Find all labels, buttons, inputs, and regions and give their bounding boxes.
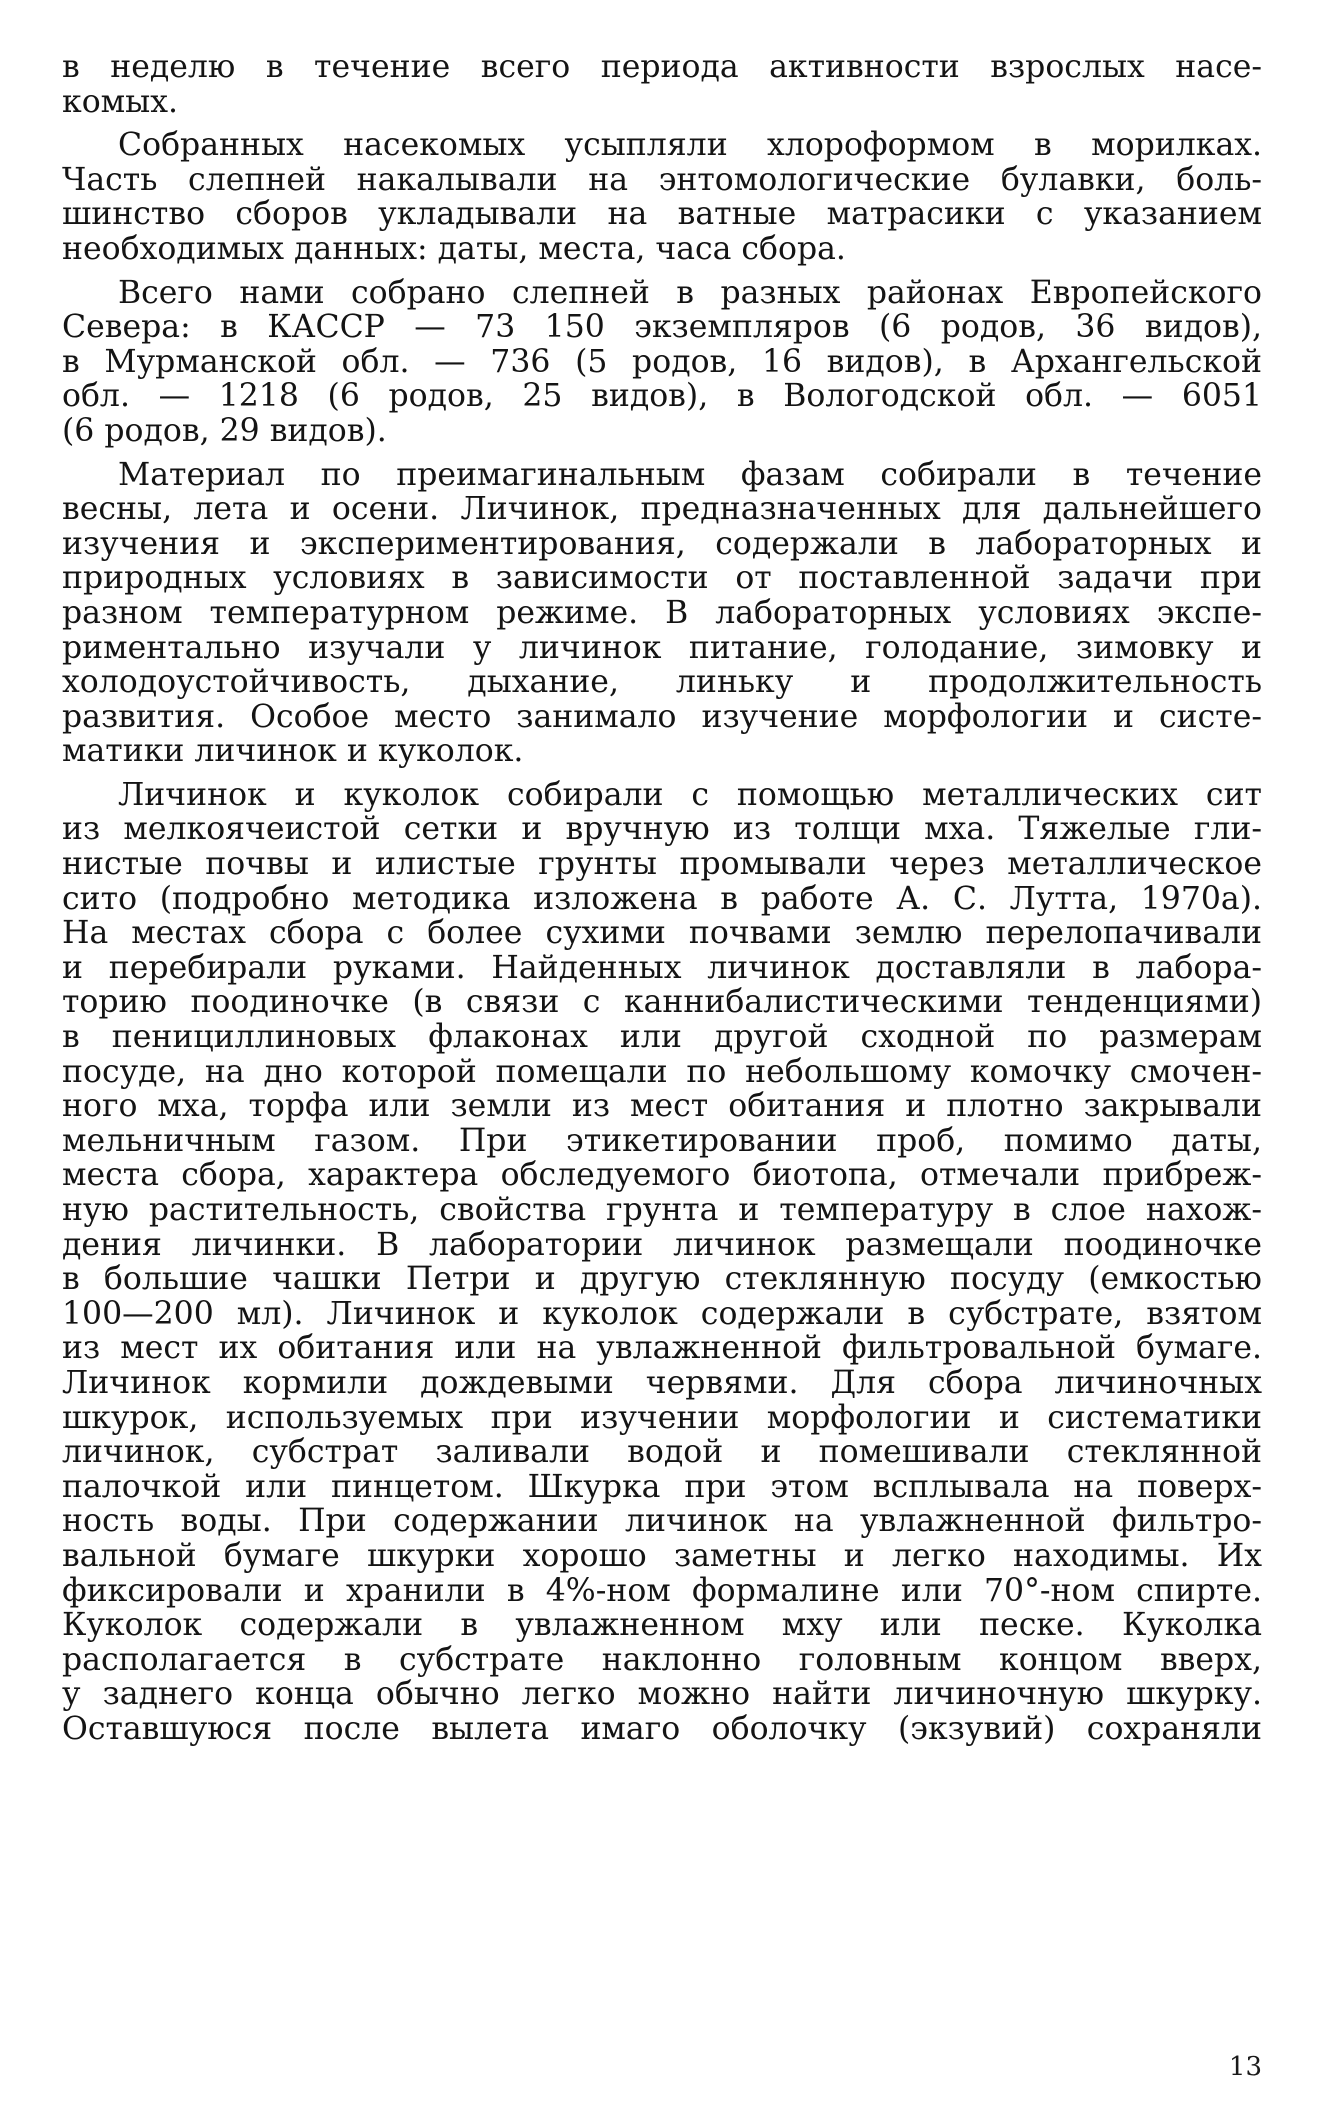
text-line: развития. Особое место занимало изучение морфологии и систе-	[62, 699, 1262, 735]
paragraph-1	[62, 50, 1262, 119]
text-line: природных условиях в зависимости от поставленной задачи при	[62, 561, 1262, 596]
paragraph-5	[62, 778, 1262, 1747]
text-line: сито (подробно методика изложена в работе А. С. Лутта, 1970а).	[62, 881, 1262, 917]
text-line: в пенициллиновых флаконах или другой сходной по размерам	[62, 1020, 1262, 1055]
text-line: Куколок содержали в увлажненном мху или песке. Куколка	[62, 1608, 1262, 1643]
text-line: 100—200 мл). Личинок и куколок содержали в субстрате, взятом	[62, 1296, 1262, 1332]
text-line: изучения и экспериментирования, содержали в лабораторных и	[62, 526, 1262, 562]
text-line: дения личинки. В лаборатории личинок размещали поодиночке	[62, 1227, 1262, 1263]
text-line: и перебирали руками. Найденных личинок доставляли в лабора-	[62, 950, 1262, 986]
text-line: торию поодиночке (в связи с каннибалистическими тенденциями)	[62, 985, 1262, 1021]
text-line: располагается в субстрате наклонно головным концом вверх,	[62, 1642, 1262, 1678]
text-line: палочкой или пинцетом. Шкурка при этом всплывала на поверх-	[62, 1469, 1262, 1505]
text-line: нистые почвы и илистые грунты промывали через металлическое	[62, 847, 1262, 882]
text-line: ного мха, торфа или земли из мест обитания и плотно закрывали	[62, 1089, 1262, 1124]
text-line: в Мурманской обл. — 736 (5 родов, 16 видов), в Архангельской	[62, 344, 1262, 380]
text-line: весны, лета и осени. Личинок, предназначенных для дальнейшего	[62, 492, 1262, 527]
text-line: Часть слепней накалывали на энтомологические булавки, боль-	[62, 162, 1262, 198]
text-line: мельничным газом. При этикетировании проб, помимо даты,	[62, 1123, 1262, 1159]
text-line: фиксировали и хранили в 4%-ном формалине или 70°-ном спирте.	[62, 1573, 1262, 1609]
text-line: На местах сбора с более сухими почвами землю перелопачивали	[62, 916, 1262, 951]
text-line: в неделю в течение всего периода активности взрослых насе-	[62, 50, 1262, 85]
text-line: шкурок, используемых при изучении морфологии и систематики	[62, 1400, 1262, 1436]
page-body	[62, 50, 1262, 1756]
text-line: ную растительность, свойства грунта и температуру в слое нахож-	[62, 1193, 1262, 1228]
text-line: Материал по преимагинальным фазам собирали в течение	[118, 457, 1262, 493]
text-line: Личинок кормили дождевыми червями. Для сбора личиночных	[62, 1365, 1262, 1401]
text-line: Оставшуюся после вылета имаго оболочку (экзувий) сохраняли	[62, 1711, 1262, 1747]
paragraph-4	[62, 458, 1262, 769]
text-line: (6 родов, 29 видов).	[62, 413, 387, 449]
paragraph-2	[62, 128, 1262, 266]
text-line: ность воды. При содержании личинок на увлажненной фильтро-	[62, 1504, 1262, 1539]
text-line: из мест их обитания или на увлажненной фильтровальной бумаге.	[62, 1331, 1262, 1366]
page-number: 13	[1228, 2052, 1262, 2082]
text-line: обл. — 1218 (6 родов, 25 видов), в Вологодской обл. — 6051	[62, 379, 1262, 414]
text-line: необходимых данных: даты, места, часа сбора.	[62, 231, 846, 267]
text-line: из мелкоячеистой сетки и вручную из толщи мха. Тяжелые гли-	[62, 812, 1262, 848]
paragraph-3	[62, 276, 1262, 449]
text-line: посуде, на дно которой помещали по небольшому комочку смочен-	[62, 1054, 1262, 1090]
text-line: комых.	[62, 84, 179, 120]
text-line: Собранных насекомых усыпляли хлороформом в морилках.	[118, 128, 1262, 163]
text-line: разном температурном режиме. В лабораторных условиях экспе-	[62, 595, 1262, 631]
text-line: холодоустойчивость, дыхание, линьку и продолжительность	[62, 665, 1262, 700]
text-line: Личинок и куколок собирали с помощью металлических сит	[118, 777, 1262, 813]
text-line: риментально изучали у личинок питание, голодание, зимовку и	[62, 630, 1262, 666]
text-line: места сбора, характера обследуемого биотопа, отмечали прибреж-	[62, 1158, 1262, 1193]
text-line: у заднего конца обычно легко можно найти личиночную шкурку.	[62, 1677, 1262, 1712]
text-line: шинство сборов укладывали на ватные матрасики с указанием	[62, 197, 1262, 232]
text-line: в большие чашки Петри и другую стеклянную посуду (емкостью	[62, 1262, 1262, 1297]
text-line: Севера: в КАССР — 73 150 экземпляров (6 родов, 36 видов),	[62, 310, 1262, 345]
text-line: матики личинок и куколок.	[62, 734, 524, 769]
text-line: вальной бумаге шкурки хорошо заметны и легко находимы. Их	[62, 1538, 1262, 1574]
text-line: личинок, субстрат заливали водой и помешивали стеклянной	[62, 1435, 1262, 1470]
text-line: Всего нами собрано слепней в разных районах Европейского	[118, 275, 1262, 311]
